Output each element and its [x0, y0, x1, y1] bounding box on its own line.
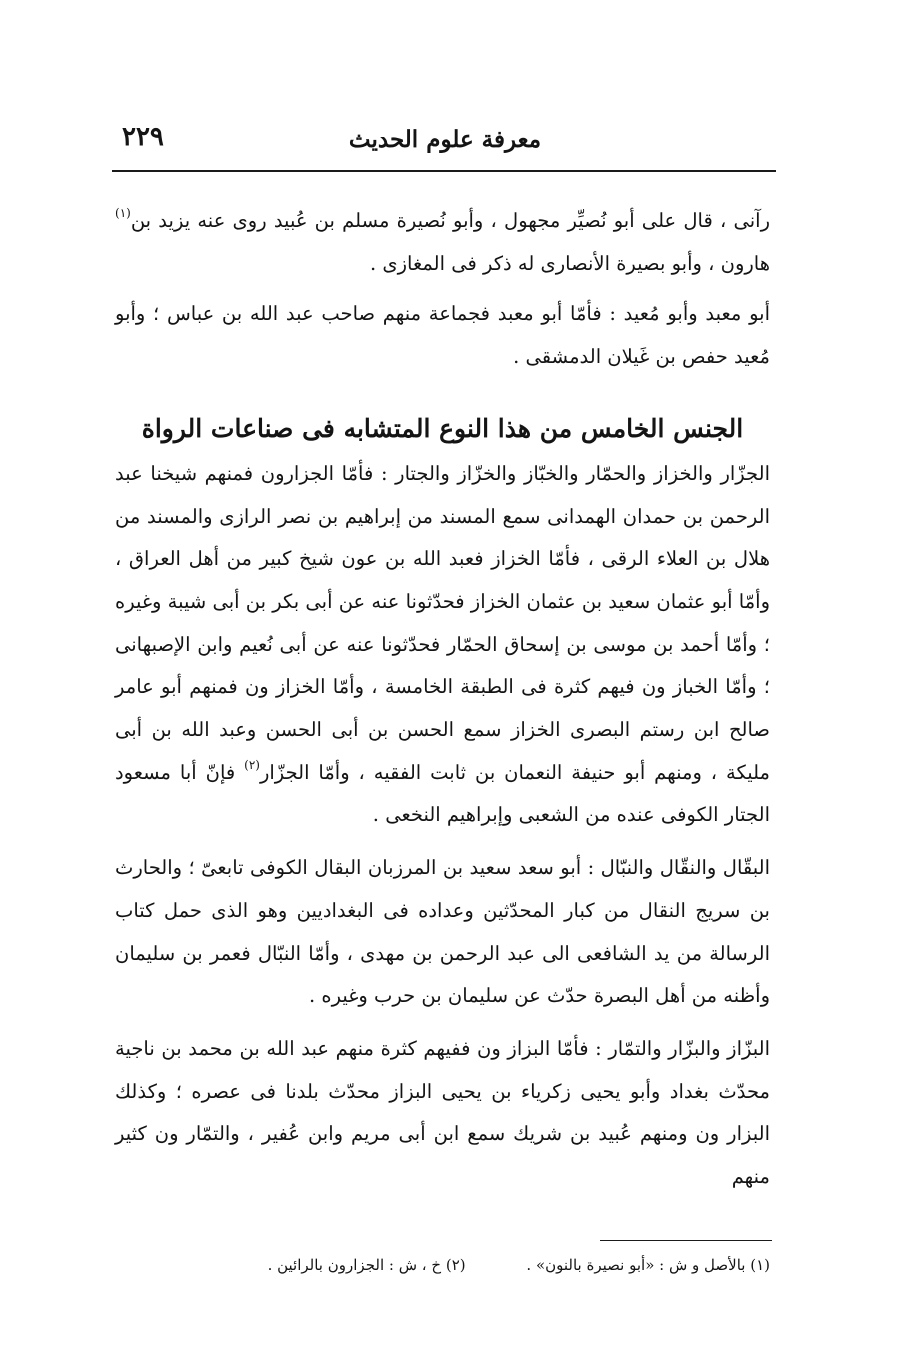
footnote-rule — [600, 1240, 772, 1241]
running-title: معرفة علوم الحديث — [348, 126, 542, 153]
running-header — [118, 118, 772, 168]
paragraph-5: البزّاز والبزّار والتمّار : فأمّا البزاز ون ففيهم كثرة منهم عبد الله بن محمد بن ناجية محدّث بغداد وأبو يحيى زكرياء بن يحيى البزاز محدّث بلدنا فى عصره ؛ وكذلك البزار ون ومنهم عُبيد بن شريك سمع ابن أبى مريم وابن عُفير ، والتمّار ون كثير منهم — [115, 1036, 770, 1189]
footnote-2: (٢) خ ، ش : الجزارون بالرائين . — [267, 1256, 466, 1274]
paragraph-1-text: رآنى ، قال على أبو نُصيِّر مجهول ، وأبو نُصيرة مسلم بن عُبيد روى عنه يزيد بن — [130, 209, 770, 232]
footnote-ref-1: (١) — [115, 206, 131, 220]
footnote-ref-2: (٢) — [244, 757, 260, 772]
section-heading: الجنس الخامس من هذا النوع المتشابه فى صناعات الرواة — [141, 413, 744, 443]
footnotes — [118, 1252, 770, 1278]
paragraph-1-cont: هارون ، وأبو بصيرة الأنصارى له ذكر فى المغازى . — [369, 251, 770, 275]
paragraph-4: البقّال والنقّال والنبّال : أبو سعد سعيد بن المرزبان البقال الكوفى تابعىّ ؛ والحارث بن سريج النقال من كبار المحدّثين وعداده فى البغداديين وهو الذى حمل كتاب الرسالة من يد الشافعى الى عبد الرحمن بن مهدى ، وأمّا النبّال فعمر بن سليمان وأظنه من أهل البصرة حدّث عن سليمان بن حرب وغيره . — [115, 856, 771, 1008]
paragraph-3 — [115, 453, 770, 837]
footnote-1: (١) بالأصل و ش : «أبو نصيرة بالنون» . — [526, 1256, 770, 1274]
paragraph-3-text: الجزّار والخزاز والحمّار والخبّاز والخزّاز والجتار : فأمّا الجزارون فمنهم شيخنا عبد الرحمن بن حمدان الهمدانى سمع المسند من إبراهيم بن نصر الرازى والمسند من هلال بن العلاء الرقى ، فأمّا الخزاز فعبد الله بن عون شيخ كبير من أهل العراق ، وأمّا أبو عثمان سعيد بن عثمان الخزاز فحدّثونا عنه عن أبى بكر بن أبى شيبة وغيره ؛ وأمّا أحمد بن موسى بن إسحاق الحمّار فحدّثونا عنه عن أبى نُعيم وابن الإصبهانى ؛ وأمّا الخباز ون فيهم كثرة فى الطبقة الخامسة ، وأمّا الخزاز ون فمنهم أبو عامر صالح ابن رستم البصرى الخزاز سمع الحسن بن أبى الحسن وعبد الله بن أبى مليكة ، ومنهم أبو حنيفة النعمان بن ثابت الفقيه ، وأمّا الجزّار — [115, 461, 771, 784]
paragraph-3-cont: فإنّ أبا مسعود الجتار الكوفى عنده من الشعبى وإبراهيم النخعى . — [115, 760, 770, 827]
paragraph-1 — [115, 200, 770, 285]
header-rule — [112, 170, 776, 172]
main-text — [115, 200, 770, 1199]
paragraph-2: أبو معبد وأبو مُعيد : فأمّا أبو معبد فجماعة منهم صاحب عبد الله بن عباس ؛ وأبو مُعيد حفص بن غَيلان الدمشقى . — [115, 302, 770, 369]
page-number: ٢٢٩ — [122, 122, 164, 152]
